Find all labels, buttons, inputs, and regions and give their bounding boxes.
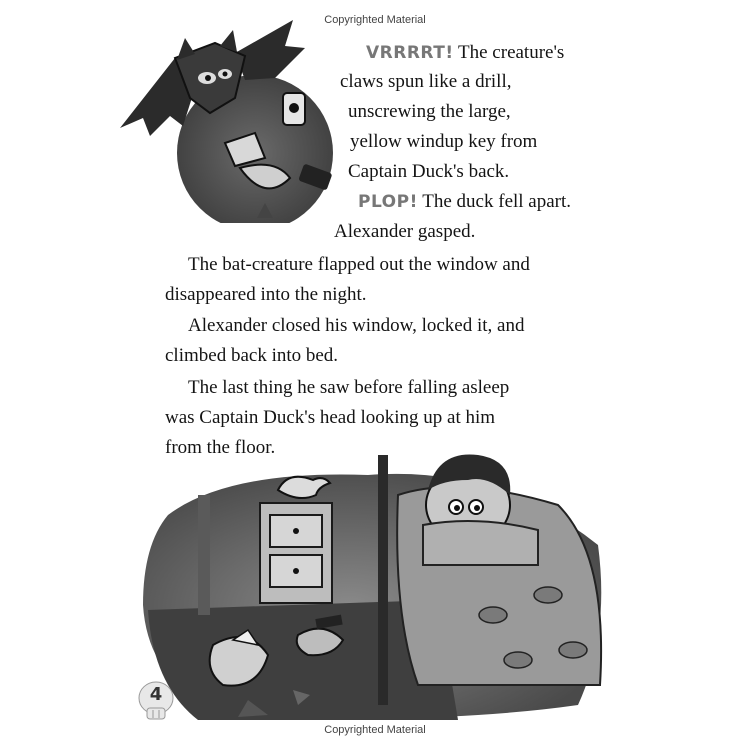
- story-line-9: disappeared into the night.: [165, 284, 367, 305]
- story-line-11: climbed back into bed.: [165, 345, 339, 366]
- watermark-top: Copyrighted Material: [324, 14, 426, 26]
- story-line-3: unscrewing the large,: [348, 101, 511, 122]
- story-line-13: was Captain Duck's head looking up at him: [165, 407, 496, 428]
- watermark-bottom: Copyrighted Material: [324, 724, 426, 736]
- story-line-6: [358, 189, 571, 215]
- story-line-2: claws spun like a drill,: [340, 71, 512, 92]
- sound-effect-plop: PLOP!: [358, 192, 418, 212]
- story-line-12: The last thing he saw before falling asleep: [188, 377, 510, 398]
- story-line-7: Alexander gasped.: [334, 221, 476, 242]
- bedroom-illustration: [138, 435, 610, 720]
- story-line-4: yellow windup key from: [350, 131, 538, 152]
- story-text: The creature's: [453, 42, 565, 63]
- story-line-1: [366, 40, 564, 66]
- story-line-5: Captain Duck's back.: [348, 161, 510, 182]
- bat-duck-illustration: [115, 18, 350, 223]
- story-line-10: Alexander closed his window, locked it, and: [188, 315, 525, 336]
- story-line-8: The bat-creature flapped out the window and: [188, 254, 530, 275]
- page-number: 4: [149, 684, 163, 705]
- story-text: The duck fell apart.: [417, 191, 572, 212]
- sound-effect-vrrrrt: VRRRRT!: [366, 43, 454, 63]
- story-line-14: from the floor.: [165, 437, 276, 458]
